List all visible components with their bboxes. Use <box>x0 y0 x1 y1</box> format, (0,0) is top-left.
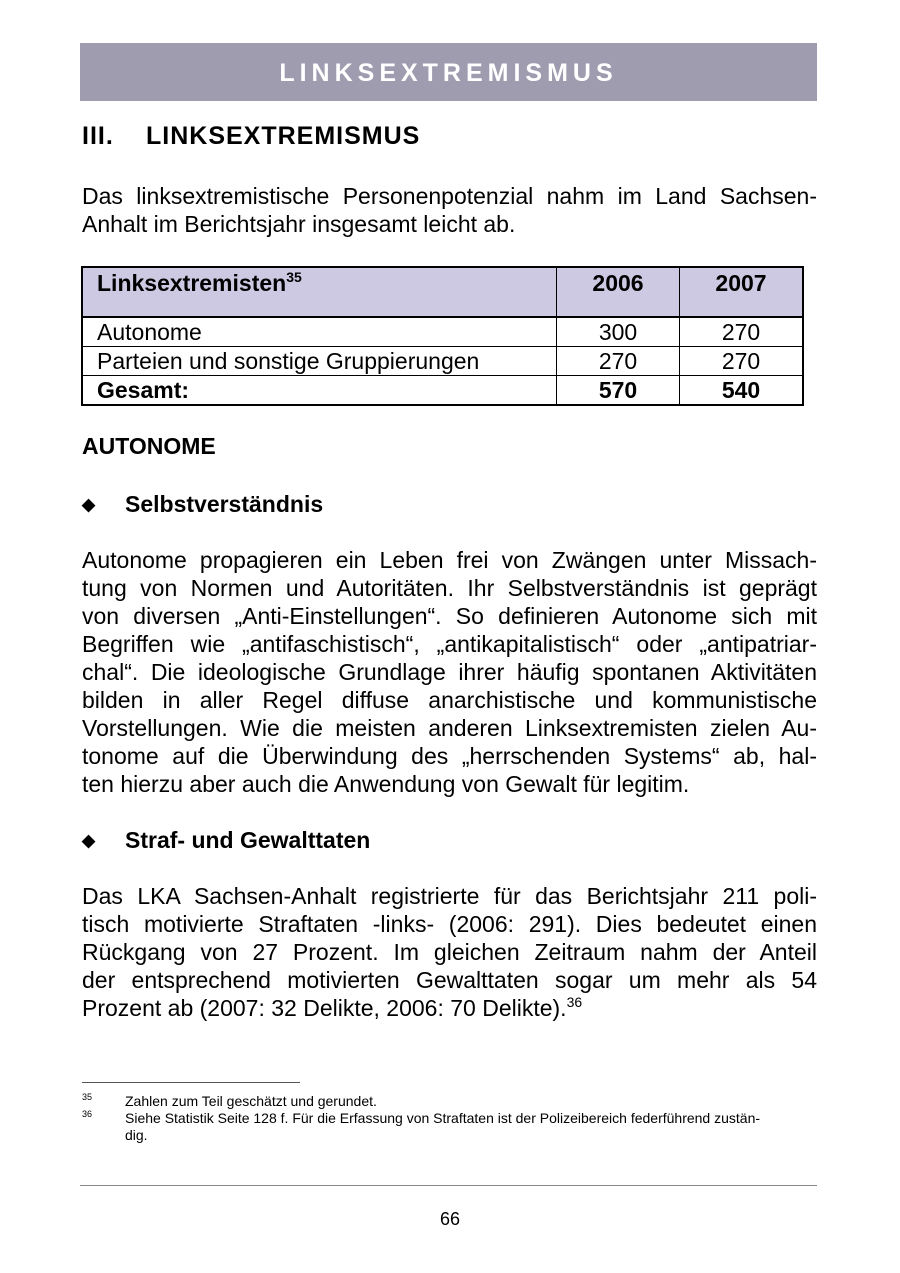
footnote-divider <box>82 1082 300 1083</box>
text-line: Prozent ab (2007: 32 Delikte, 2006: 70 Delikte).$^{36}$ <box>82 994 583 1021</box>
footnote-mark: 36 <box>82 1109 93 1119</box>
footnote-35 <box>82 1093 817 1110</box>
text-line: bilden in aller Regel diffuse anarchistische und kommunistische <box>82 687 817 713</box>
text-line: ten hierzu aber auch die Anwendung von Gewalt für legitim. <box>82 771 690 797</box>
straftaten-paragraph <box>82 882 817 1022</box>
footnote-36 <box>82 1110 817 1144</box>
cell-2007: 270 <box>680 317 804 347</box>
text-line: tung von Normen und Autoritäten. Ihr Selbstverständnis ist geprägt <box>82 575 817 601</box>
page-number: 66 <box>439 1209 461 1229</box>
text-line: Autonome propagieren ein Leben frei von Zwängen unter Missach- <box>82 547 817 573</box>
section-heading: AUTONOME <box>82 433 216 459</box>
diamond-bullet-icon: ◆ <box>82 831 96 850</box>
row-label: Parteien und sonstige Gruppierungen <box>82 347 557 376</box>
text-line: tonome auf die Überwindung des „herrschenden Systems“ ab, hal- <box>82 743 817 769</box>
row-label: Gesamt: <box>82 376 557 406</box>
footnote-text: Siehe Statistik Seite 128 f. Für die Erfassung von Straftaten ist der Polizeibereich federführend zustän- <box>125 1110 761 1126</box>
text-line: Vorstellungen. Wie die meisten anderen Linksextremisten zielen Au- <box>82 715 817 741</box>
intro-paragraph <box>82 182 817 238</box>
header-2007: 2007 <box>680 267 804 317</box>
header-2006: 2006 <box>557 267 680 317</box>
cell-2006: 270 <box>557 347 680 376</box>
text-line: Rückgang von 27 Prozent. Im gleichen Zeitraum nahm der Anteil <box>82 939 817 965</box>
selbstverstaendnis-paragraph <box>82 546 817 798</box>
header-label: Linksextremisten$^{35}$ <box>82 267 557 317</box>
cell-2007: 540 <box>680 376 804 406</box>
chapter-banner: LINKSEXTREMISMUS <box>80 43 817 101</box>
subheading-straftaten: ◆ Straf- und Gewalttaten <box>82 827 371 853</box>
text-line: Anhalt im Berichtsjahr insgesamt leicht ab. <box>82 211 516 237</box>
row-label: Autonome <box>82 317 557 347</box>
cell-2006: 570 <box>557 376 680 406</box>
footnote-ref[interactable]: 36 <box>566 994 583 1010</box>
chapter-number: III. <box>82 122 114 150</box>
cell-2007: 270 <box>680 347 804 376</box>
footer-divider <box>80 1185 817 1186</box>
text-line: der entsprechend motivierten Gewalttaten sogar um mehr als 54 <box>82 967 817 993</box>
table-row <box>82 317 803 347</box>
linksextremisten-table <box>81 266 804 406</box>
footnote-mark: 35 <box>82 1092 93 1102</box>
text-line: Das LKA Sachsen-Anhalt registrierte für das Berichtsjahr 211 poli- <box>82 883 817 909</box>
subheading-selbstverstaendnis: ◆ Selbstverständnis <box>82 491 324 517</box>
table-total-row <box>82 376 803 406</box>
footnote-text: Zahlen zum Teil geschätzt und gerundet. <box>125 1093 377 1109</box>
chapter-title: LINKSEXTREMISMUS <box>146 122 421 150</box>
table-header-row <box>82 267 803 317</box>
text-line: chal“. Die ideologische Grundlage ihrer häufig spontanen Aktivitäten <box>82 659 817 685</box>
text-line: tisch motivierte Straftaten -links- (2006: 291). Dies bedeutet einen <box>82 911 817 937</box>
cell-2006: 300 <box>557 317 680 347</box>
diamond-bullet-icon: ◆ <box>82 495 96 514</box>
table-row <box>82 347 803 376</box>
footnote-text: dig. <box>125 1127 148 1143</box>
footnote-ref[interactable]: 35 <box>286 269 302 285</box>
chapter-heading <box>82 122 420 151</box>
text-line: Das linksextremistische Personenpotenzial nahm im Land Sachsen- <box>82 183 817 209</box>
text-line: Begriffen wie „antifaschistisch“, „antikapitalistisch“ oder „antipatriar- <box>82 631 817 657</box>
text-line: von diversen „Anti-Einstellungen“. So definieren Autonome sich mit <box>82 603 817 629</box>
